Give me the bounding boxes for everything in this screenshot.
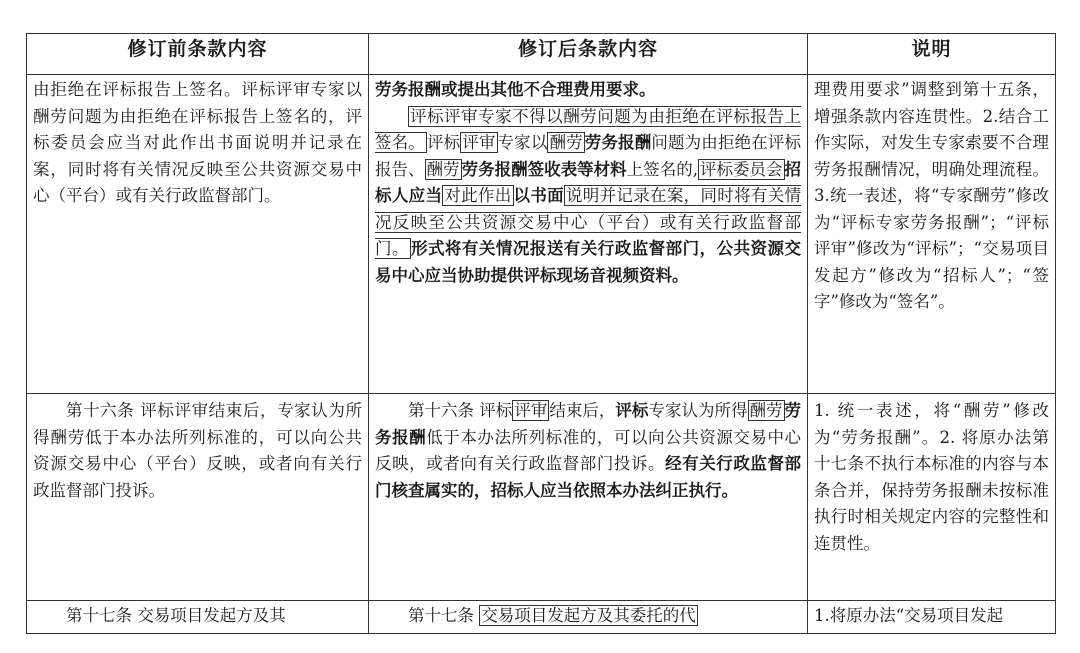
deleted-text-box: 酬劳 [426,159,460,179]
before-cell [27,601,369,634]
before-cell [27,75,369,394]
note-cell [808,75,1056,394]
deleted-text-box: 酬劳 [549,133,583,152]
before-cell [27,394,369,601]
before-text: 第十六条 评标评审结束后，专家认为所得酬劳低于本办法所列标准的，可以向公共资源交易中心（平台）反映，或者向有关行政监督部门投诉。 [33,401,362,500]
after-paragraph [375,398,801,504]
table-row [27,601,1056,634]
after-cell [369,394,808,601]
after-text-run: 第十六条 评标 [408,401,513,420]
note-cell [808,394,1056,601]
added-text-bold: 评标 [615,401,649,420]
after-bold-text: 劳务报酬或提出其他不合理费用要求。 [375,80,656,99]
note-text: 理费用要求”调整到第十五条，增强条款内容连贯性。2.结合工作实际，对发生专家索要不合理劳务报酬情况，明确处理流程。3.统一表述，将“专家酬劳”修改为“评标专家劳务报酬”；“评标评审”修改为“评标”；“交易项目发起方”修改为“招标人”；“签字”修改为“签名”。 [814,80,1049,311]
after-text-run: 专家认为所得 [648,401,748,420]
header-note: 说明 [808,34,1056,75]
after-text [369,75,807,291]
deleted-text-box: 评标评审专家不得以酬劳问题为由拒绝在评标报告上签名。 [375,106,801,152]
header-after: 修订后条款内容 [369,34,808,75]
after-paragraph [375,104,801,290]
after-text-run: 第十七条 [408,606,480,625]
deleted-text-box: 对此作出 [444,186,512,205]
note-text: 1.将原办法“交易项目发起 [814,606,1004,625]
added-text-bold: 劳务报酬 [375,401,802,447]
added-text-bold: 以书面 [513,186,564,205]
after-text-run: 评标 [426,133,461,152]
deleted-text-box: 评审 [462,133,496,152]
added-text-bold: 经有关行政监督部门核查属实的，招标人应当依照本办法纠正执行。 [375,454,801,500]
added-text-bold: 形式将有关情况报送有关行政监督部门，公共资源交易中心应当协助提供评标现场音视频资料。 [375,239,802,285]
after-text-run: 低于本办法所列标准的，可以向公共资源交易中心反映，或者向有关行政监督部门投诉。 [375,427,801,473]
deleted-text-box: 酬劳 [749,401,783,420]
after-text-run: 问题为由拒绝在评标报告、 [375,133,802,179]
table-row [27,75,1056,394]
table-row [27,394,1056,601]
added-text-bold: 劳务报酬签收表等材料 [461,159,627,179]
after-cell [369,75,808,394]
revision-comparison-table [26,33,1056,634]
deleted-text-box: 交易项目发起方及其委托的代 [481,606,696,625]
after-text-run: 专家以 [497,133,548,152]
after-cell [369,601,808,634]
added-text-bold: 劳务报酬 [584,133,652,152]
header-before: 修订前条款内容 [27,34,369,75]
added-text-bold: 招标人应当 [375,159,802,205]
after-text-run: 上签名的, [626,159,698,179]
deleted-text-box: 说明并记录在案，同时将有关情况反映至公共资源交易中心（平台）或有关行政监督部门。 [375,186,801,258]
after-paragraph [375,603,801,630]
deleted-text-box: 评标委员会 [699,159,783,179]
header-row [27,34,1056,75]
note-text: 1. 统一表述，将“酬劳”修改为“劳务报酬”。2. 将原办法第十七条不执行本标准的内容与本条合并，保持劳务报酬未按标准执行时相关规定内容的完整性和连贯性。 [814,401,1049,553]
before-text: 第十七条 交易项目发起方及其 [66,606,286,625]
after-text-run: 结束后， [549,401,616,420]
before-text: 由拒绝在评标报告上签名。评标评审专家以酬劳问题为由拒绝在评标报告上签名的，评标委员会应当对此作出书面说明并记录在案，同时将有关情况反映至公共资源交易中心（平台）或有关行政监督部门。 [33,80,362,205]
note-cell [808,601,1056,634]
deleted-text-box: 评审 [514,401,548,420]
